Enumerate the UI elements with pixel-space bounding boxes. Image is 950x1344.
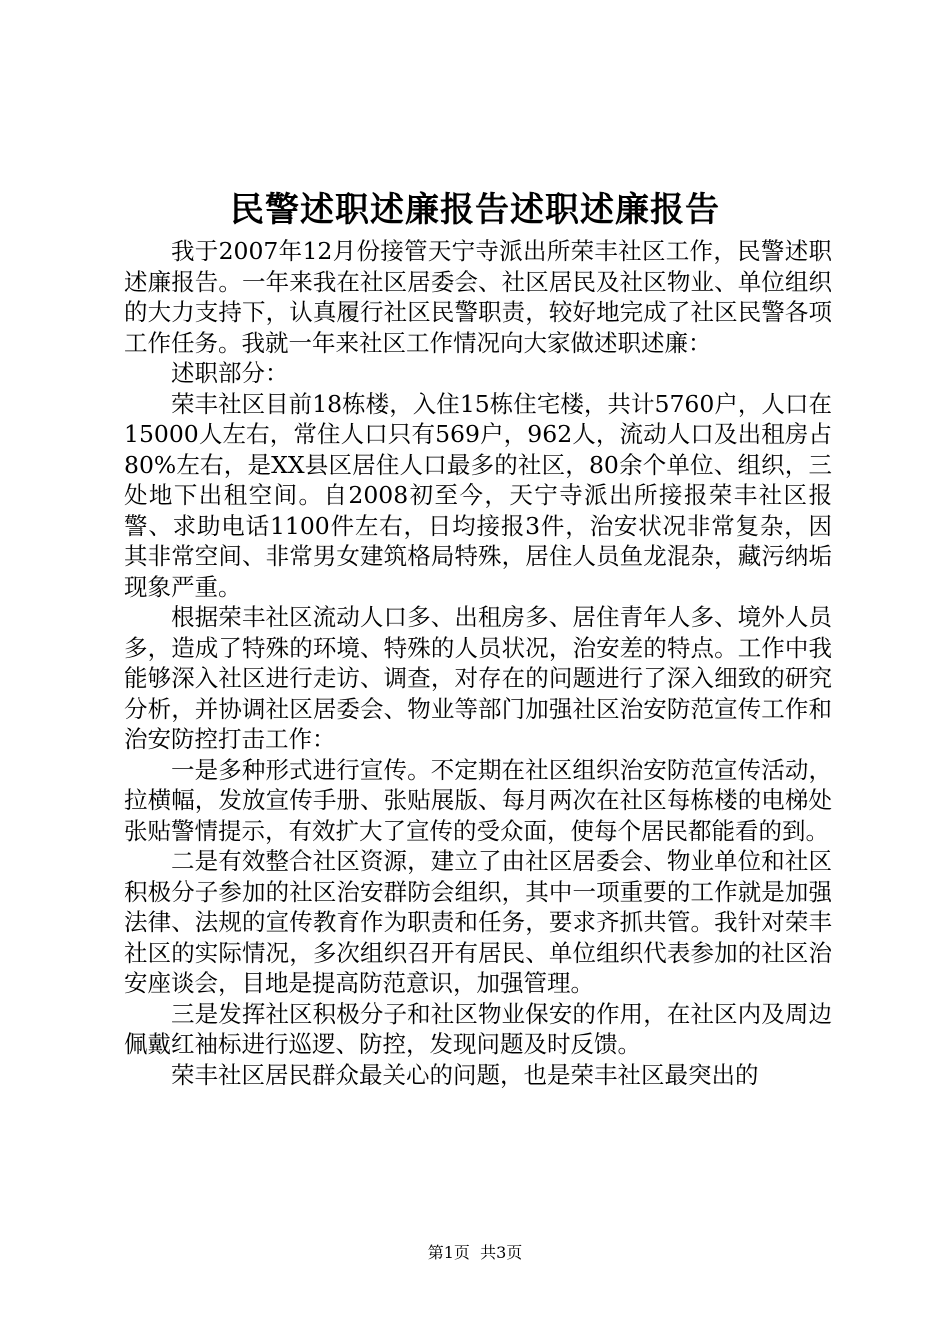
paragraph-section-heading: 述职部分：	[171, 359, 289, 387]
paragraph-community-overview: 荣丰社区目前18栋楼，入住15栋住宅楼，共计5760户，人口在15000人左右，常住人口只有569户，962人，流动人口及出租房占80%左右，是XX县区居住人口最多的社区，80余个单位、组织，三处地下出租空间。自2008初至今，天宁寺派出所接报荣丰社区报警、求助电话1100件左右，日均接报3件，治安状况非常复杂，因其非常空间、非常男女建筑格局特殊，居住人员鱼龙混杂，藏污纳垢现象严重。	[124, 389, 832, 601]
document-body	[124, 236, 832, 1090]
paragraph-work-approach: 根据荣丰社区流动人口多、出租房多、居住青年人多、境外人员多，造成了特殊的环境、特殊的人员状况，治安差的特点。工作中我能够深入社区进行走访、调查，对存在的问题进行了深入细致的研究分析，并协调社区居委会、物业等部门加强社区治安防范宣传工作和治安防控打击工作：	[124, 603, 832, 753]
paragraph-intro: 我于2007年12月份接管天宁寺派出所荣丰社区工作，民警述职述廉报告。一年来我在社区居委会、社区居民及社区物业、单位组织的大力支持下，认真履行社区民警职责，较好地完成了社区民警各项工作任务。我就一年来社区工作情况向大家做述职述廉：	[124, 237, 832, 357]
page-total: 共3页	[480, 1243, 523, 1262]
paragraph-point-three: 三是发挥社区积极分子和社区物业保安的作用，在社区内及周边佩戴红袖标进行巡逻、防控，发现问题及时反馈。	[124, 999, 832, 1058]
document-title: 民警述职述廉报告述职述廉报告	[230, 190, 720, 230]
paragraph-continuation: 荣丰社区居民群众最关心的问题，也是荣丰社区最突出的	[171, 1060, 759, 1089]
page-footer	[0, 1243, 950, 1263]
page-number: 第1页	[427, 1243, 470, 1262]
paragraph-point-one: 一是多种形式进行宣传。不定期在社区组织治安防范宣传活动，拉横幅，发放宣传手册、张贴展版、每月两次在社区每栋楼的电梯处张贴警情提示，有效扩大了宣传的受众面，使每个居民都能看的到。	[124, 755, 832, 845]
paragraph-point-two: 二是有效整合社区资源，建立了由社区居委会、物业单位和社区积极分子参加的社区治安群防会组织，其中一项重要的工作就是加强法律、法规的宣传教育作为职责和任务，要求齐抓共管。我针对荣丰社区的实际情况，多次组织召开有居民、单位组织代表参加的社区治安座谈会，目地是提高防范意识，加强管理。	[124, 847, 832, 997]
